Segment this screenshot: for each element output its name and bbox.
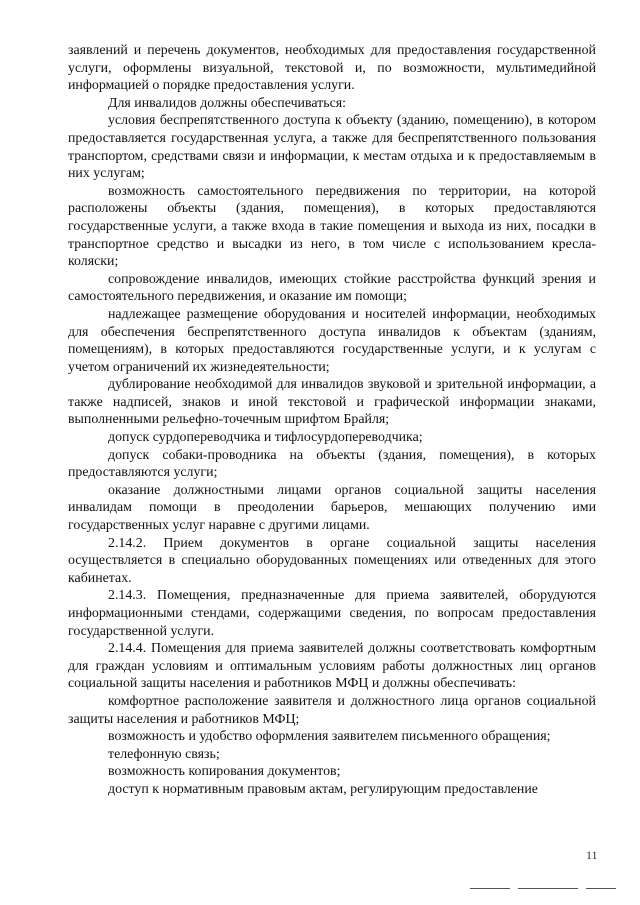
paragraph: допуск собаки-проводника на объекты (здания, помещения), в которых предоставляются услуги; [68, 447, 596, 481]
page-number: 11 [586, 848, 598, 862]
paragraph: телефонную связь; [108, 746, 220, 762]
paragraph: дублирование необходимой для инвалидов звуковой и зрительной информации, а также надписей, знаков и иной текстовой и графической информации знаками, выполненными рельефно-точечным шрифтом Брайля; [68, 377, 596, 428]
paragraph: возможность самостоятельного передвижения по территории, на которой расположены объекты (здания, помещения), в которых предоставляются государственные услуги, а также входа в такие помещения и выхода из них, посадки в транспортное средство и высадки из него, в том числе с использованием кресла-коляски; [68, 183, 596, 270]
paragraph: комфортное расположение заявителя и должностного лица органов социальной защиты населения и работников МФЦ; [68, 693, 596, 727]
paragraph: 2.14.4. Помещения для приема заявителей должны соответствовать комфортным для граждан условиям и оптимальным условиям работы должностных лиц органов социальной защиты населения и работников МФЦ и должны обеспечивать: [68, 641, 596, 692]
paragraph: условия беспрепятственного доступа к объекту (зданию, помещению), в котором предоставляется государственная услуга, а также для беспрепятственного пользования транспортом, средствами связи и информации, к местам отдыха и к предоставляемым в них услугам; [68, 113, 596, 182]
paragraph: 2.14.2. Прием документов в органе социальной защиты населения осуществляется в специально оборудованных помещениях или отведенных для этого кабинетах. [68, 535, 596, 586]
footer-rule [586, 888, 616, 889]
paragraph: оказание должностными лицами органов социальной защиты населения инвалидам помощи в преодолении барьеров, мешающих получению ими государственных услуг наравне с другими лицами. [68, 482, 596, 534]
body-text [68, 42, 596, 799]
paragraph: заявлений и перечень документов, необходимых для предоставления государственной услуги, оформлены визуальной, текстовой и, по возможности, мультимедийной информацией о порядке предоставления услуги. [68, 43, 596, 94]
paragraph: возможность копирования документов; [108, 764, 341, 780]
paragraph: Для инвалидов должны обеспечиваться: [108, 95, 346, 111]
paragraph: надлежащее размещение оборудования и носителей информации, необходимых для обеспечения беспрепятственного доступа инвалидов к объектам (зданиям, помещениям), в которых предоставляются государственные услуги, и к услугам с учетом ограничений их жизнедеятельности; [68, 306, 596, 375]
footer-rule [470, 888, 510, 889]
paragraph: 2.14.3. Помещения, предназначенные для приема заявителей, оборудуются информационными стендами, содержащими сведения, по вопросам предоставления государственной услуги. [68, 588, 596, 639]
footer-rule [518, 888, 578, 889]
paragraph: возможность и удобство оформления заявителем письменного обращения; [108, 729, 551, 745]
paragraph: доступ к нормативным правовым актам, регулирующим предоставление [108, 781, 538, 797]
paragraph: допуск сурдопереводчика и тифлосурдопереводчика; [108, 430, 423, 446]
paragraph: сопровождение инвалидов, имеющих стойкие расстройства функций зрения и самостоятельного передвижения, и оказание им помощи; [68, 271, 596, 305]
